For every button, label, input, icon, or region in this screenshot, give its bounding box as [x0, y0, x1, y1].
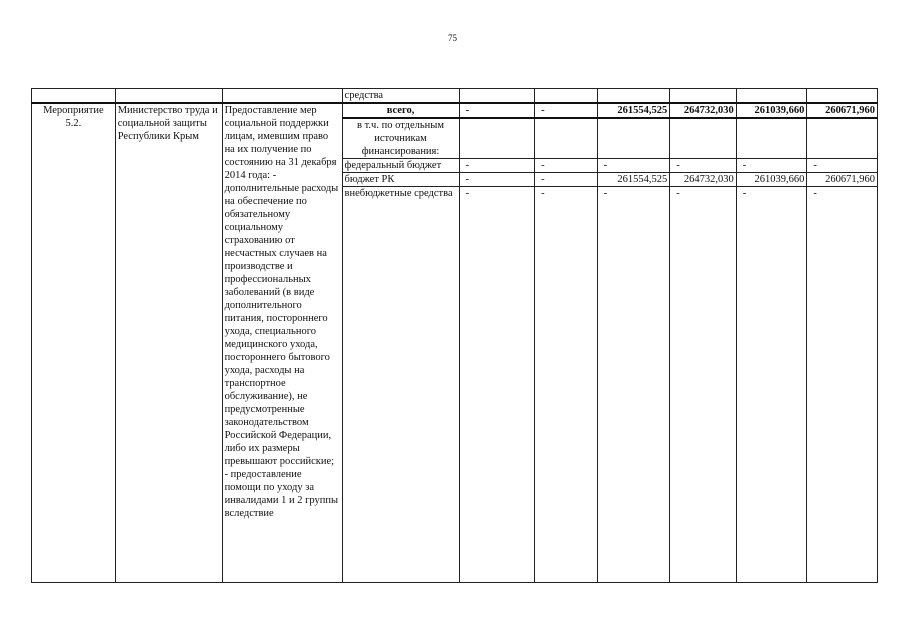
table-cell — [670, 89, 737, 104]
value-cell: 261554,525 — [597, 173, 670, 187]
value-cell: - — [459, 173, 535, 187]
value-cell: - — [535, 173, 598, 187]
value-cell — [807, 118, 878, 159]
value-cell: - — [535, 159, 598, 173]
table-row-carryover — [32, 89, 878, 104]
value-cell: 261039,660 — [736, 173, 807, 187]
measure-code-label: Мероприятие — [43, 105, 104, 116]
value-cell: 260671,960 — [807, 103, 878, 118]
table-cell — [736, 89, 807, 104]
measure-code-number: 5.2. — [65, 118, 82, 129]
source-cell: всего, — [342, 103, 459, 118]
value-cell — [736, 118, 807, 159]
funding-table — [31, 88, 878, 583]
value-cell: - — [535, 187, 598, 583]
value-cell: - — [535, 103, 598, 118]
value-cell — [535, 118, 598, 159]
executor-cell: Министерство труда и социальной защиты Республики Крым — [115, 103, 222, 583]
value-cell: - — [670, 159, 737, 173]
value-cell: - — [807, 159, 878, 173]
measure-description-cell: Предоставление мер социальной поддержки лицам, имевшим право на их получение по состоянию на 31 декабря 2014 года: - дополнительные расходы на обеспечение по обязательному социальному страхованию от несчастных случаев на производстве и профессиональных заболеваний (в виде дополнительного питания, постороннего ухода, специального медицинского ухода, постороннего бытового ухода, расходы на транспортное обслуживание), не предусмотренные законодательством Российской Федерации, либо их размеры превышают российские; - предоставление помощи по уходу за инвалидами 1 и 2 группы вследствие — [222, 103, 342, 583]
value-cell: - — [597, 159, 670, 173]
value-cell: - — [459, 187, 535, 583]
value-cell: - — [736, 159, 807, 173]
value-cell: 261039,660 — [736, 103, 807, 118]
table-cell — [115, 89, 222, 104]
table-cell — [222, 89, 342, 104]
table-row-total — [32, 103, 878, 118]
source-cell: бюджет РК — [342, 173, 459, 187]
value-cell: 261554,525 — [597, 103, 670, 118]
value-cell: 264732,030 — [670, 103, 737, 118]
value-cell: - — [736, 187, 807, 583]
source-cell: федеральный бюджет — [342, 159, 459, 173]
value-cell: 264732,030 — [670, 173, 737, 187]
value-cell: - — [807, 187, 878, 583]
value-cell: 260671,960 — [807, 173, 878, 187]
measure-code-cell — [32, 103, 116, 583]
table-cell — [459, 89, 535, 104]
table-cell — [535, 89, 598, 104]
value-cell: - — [670, 187, 737, 583]
page-number: 75 — [448, 33, 457, 43]
source-cell: в т.ч. по отдельным источникам финансирования: — [342, 118, 459, 159]
table-cell — [32, 89, 116, 104]
value-cell — [459, 118, 535, 159]
table-cell — [597, 89, 670, 104]
value-cell — [670, 118, 737, 159]
value-cell: - — [459, 103, 535, 118]
value-cell: - — [597, 187, 670, 583]
value-cell — [597, 118, 670, 159]
value-cell: - — [459, 159, 535, 173]
source-cell: средства — [342, 89, 459, 104]
source-cell: внебюджетные средства — [342, 187, 459, 583]
table-cell — [807, 89, 878, 104]
